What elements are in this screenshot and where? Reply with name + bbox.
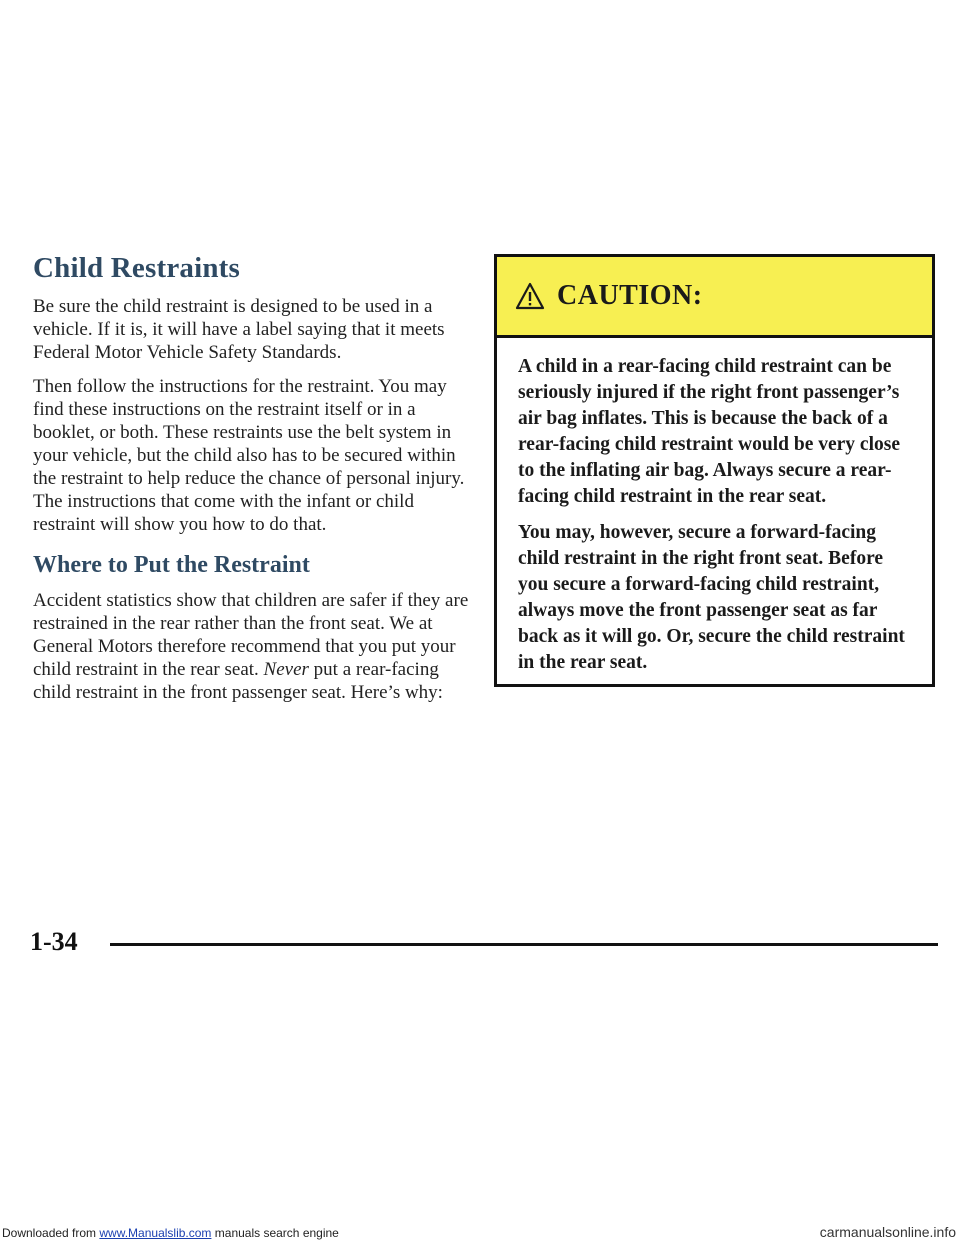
instructions-paragraph: Then follow the instructions for the restraint. You may find these instructions on the restraint itself or in a booklet, or both. These restraints use the belt system in your vehicle, but the child also has to be secured within the restraint to help reduce the chance of personal injury. The instructions that come with the infant or child restraint will show you how to do that. [33, 376, 465, 535]
caution-header [497, 257, 932, 338]
footer-suffix: manuals search engine [211, 1226, 339, 1240]
placement-paragraph [33, 589, 478, 704]
page-number: 1-34 [30, 927, 78, 956]
subsection-title: Where to Put the Restraint [33, 552, 310, 578]
placement-text-part1: Accident statistics show that children are safer if they are restrained in the rear rather than the front seat. We at General Motors therefore recommend that you put your child restraint in the rear seat. [33, 590, 469, 680]
caution-paragraph-2: You may, however, secure a forward-facing child restraint in the right front seat. Before you secure a forward-facing child restraint, always move the front passenger seat as far back as it will go. Or, secure the child restraint in the rear seat. [518, 522, 905, 673]
placement-text-part2: put a rear-facing child restraint in the front passenger seat. Here’s why: [33, 659, 443, 703]
caution-body [497, 338, 932, 676]
download-footer [2, 1226, 339, 1240]
caution-paragraph-1: A child in a rear-facing child restraint can be seriously injured if the right front passenger’s air bag inflates. This is because the back of a rear-facing child restraint would be very close to the inflating air bag. Always secure a rear-facing child restraint in the rear seat. [518, 356, 900, 507]
warning-triangle-icon [515, 281, 545, 311]
caution-box [494, 254, 935, 687]
page-rule [110, 943, 938, 946]
section-title: Child Restraints [33, 252, 241, 284]
caution-title: CAUTION: [557, 280, 703, 311]
never-emphasis: Never [263, 659, 309, 680]
watermark-text: carmanualsonline.info [819, 1224, 956, 1240]
manualslib-link[interactable]: www.Manualslib.com [99, 1226, 212, 1240]
footer-prefix: Downloaded from [2, 1226, 100, 1240]
intro-paragraph: Be sure the child restraint is designed to be used in a vehicle. If it is, it will have a label saying that it meets Federal Motor Vehicle Safety Standards. [33, 296, 445, 363]
left-column [33, 252, 478, 715]
